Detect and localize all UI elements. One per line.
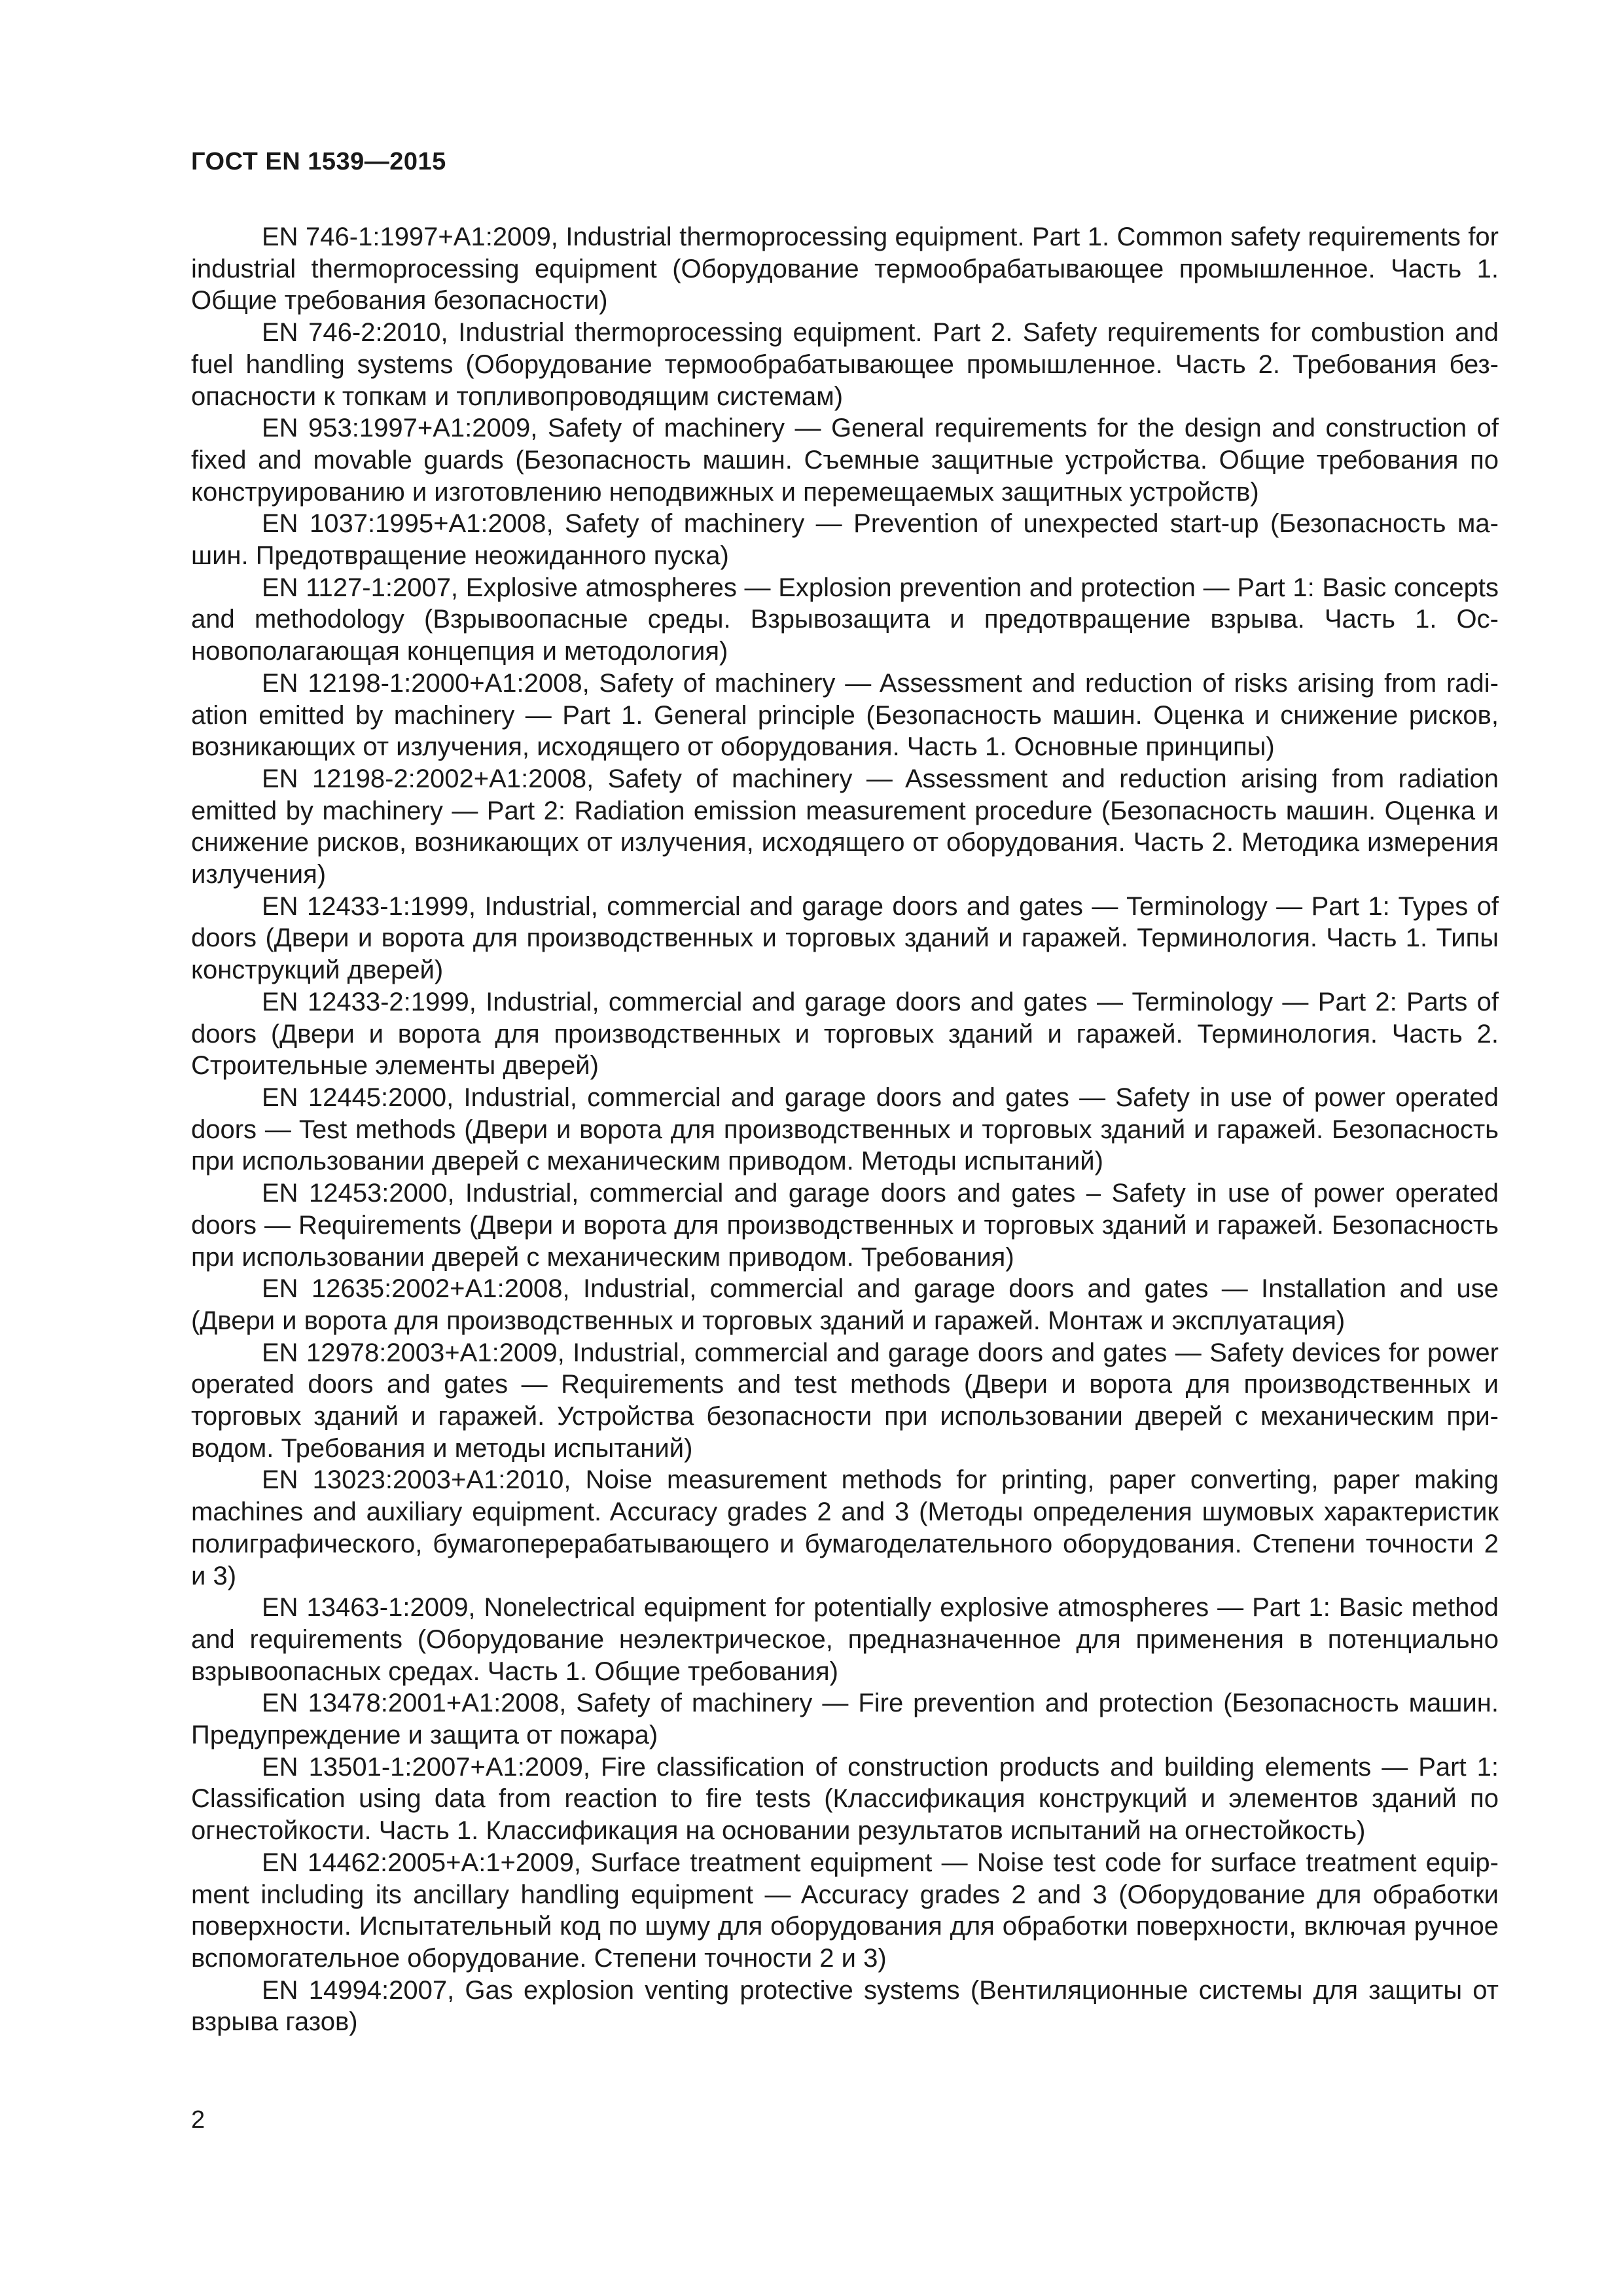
reference-entry: EN 14462:2005+A:1+2009, Surface treatment equipment — Noise test code for surface treatment equipment including its ancillary handling equipment — Accuracy grades 2 and 3 (Оборудование для обработки поверхности. Испытательный код по шуму для оборудования для обработки поверхности, включая ручное вспомогательное оборудование. Степени точности 2 и 3) <box>191 1848 1499 1973</box>
reference-entry: EN 12198-2:2002+A1:2008, Safety of machinery — Assessment and reduction arising from radiation emitted by machinery — Part 2: Radiation emission measurement procedure (Безопасность машин. Оценка и снижение рисков, возникающих от излучения, исходящего от оборудования. Часть 2. Методика измерения излучения) <box>191 764 1499 889</box>
reference-entry: EN 1037:1995+A1:2008, Safety of machinery — Prevention of unexpected start-up (Безопасность машин. Предотвращение неожиданного пуска) <box>191 509 1499 571</box>
reference-entry: EN 14994:2007, Gas explosion venting protective systems (Вентиляционные системы для защиты от взрыва газов) <box>191 1975 1499 2037</box>
normative-references-list <box>191 221 1499 2038</box>
reference-entry: EN 746-1:1997+A1:2009, Industrial thermoprocessing equipment. Part 1. Common safety requirements for industrial thermoprocessing equipment (Оборудование термообрабатывающее промышленное. Часть 1. Общие требования безопасности) <box>191 223 1499 315</box>
reference-entry: EN 13501-1:2007+A1:2009, Fire classification of construction products and building elements — Part 1: Classification using data from reaction to fire tests (Классификация конструкций и элементов зданий по огнестойкости. Часть 1. Классификация на основании результатов испытаний на огнестойкость) <box>191 1752 1499 1846</box>
reference-entry: EN 12433-2:1999, Industrial, commercial and garage doors and gates — Terminology — Part 2: Parts of doors (Двери и ворота для производственных и торговых зданий и гаражей. Терминология. Часть 2. Строительные элементы дверей) <box>191 987 1499 1081</box>
reference-entry: EN 12978:2003+A1:2009, Industrial, commercial and garage doors and gates — Safety devices for power operated doors and gates — Requirements and test methods (Двери и ворота для производственных и торговых зданий и гаражей. Устройства безопасности при использовании дверей с механическим приводом. Требования и методы испытаний) <box>191 1338 1499 1463</box>
reference-entry: EN 13478:2001+A1:2008, Safety of machinery — Fire prevention and protection (Безопасность машин. Предупреждение и защита от пожара) <box>191 1689 1499 1750</box>
page-number: 2 <box>191 2106 205 2134</box>
reference-entry: EN 12635:2002+A1:2008, Industrial, commercial and garage doors and gates — Installation and use (Двери и ворота для производственных и торговых зданий и гаражей. Монтаж и эксплуатация) <box>191 1274 1499 1335</box>
reference-entry: EN 12198-1:2000+A1:2008, Safety of machinery — Assessment and reduction of risks arising from radiation emitted by machinery — Part 1. General principle (Безопасность машин. Оценка и снижение рисков, возникающих от излучения, исходящего от оборудования. Часть 1. Основные принципы) <box>191 668 1499 762</box>
reference-entry: EN 1127-1:2007, Explosive atmospheres — Explosion prevention and protection — Part 1: Basic concepts and methodology (Взрывоопасные среды. Взрывозащита и предотвращение взрыва. Часть 1. Основополагающая концепция и методология) <box>191 573 1499 666</box>
reference-entry: EN 13023:2003+A1:2010, Noise measurement methods for printing, paper converting, paper making machines and auxiliary equipment. Accuracy grades 2 and 3 (Методы определения шумовых характеристик полиграфического, бумагоперерабатывающего и бумагоделательного оборудования. Степени точности 2 и 3) <box>191 1465 1499 1590</box>
reference-entry: EN 13463-1:2009, Nonelectrical equipment for potentially explosive atmospheres — Part 1: Basic method and requirements (Оборудование неэлектрическое, предназначенное для применения в потенциально взрывоопасных средах. Часть 1. Общие требования) <box>191 1593 1499 1686</box>
reference-entry: EN 953:1997+A1:2009, Safety of machinery — General requirements for the design and construction of fixed and movable guards (Безопасность машин. Съемные защитные устройства. Общие требования по конструированию и изготовлению неподвижных и перемещаемых защитных устройств) <box>191 414 1499 507</box>
document-header: ГОСТ EN 1539—2015 <box>191 148 446 175</box>
reference-entry: EN 746-2:2010, Industrial thermoprocessing equipment. Part 2. Safety requirements for combustion and fuel handling systems (Оборудование термообрабатывающее промышленное. Часть 2. Требования безопасности к топкам и топливопроводящим системам) <box>191 318 1499 411</box>
reference-entry: EN 12433-1:1999, Industrial, commercial and garage doors and gates — Terminology — Part 1: Types of doors (Двери и ворота для производственных и торговых зданий и гаражей. Терминология. Часть 1. Типы конструкций дверей) <box>191 891 1499 985</box>
reference-entry: EN 12445:2000, Industrial, commercial and garage doors and gates — Safety in use of power operated doors — Test methods (Двери и ворота для производственных и торговых зданий и гаражей. Безопасность при использовании дверей с механическим приводом. Методы испытаний) <box>191 1083 1499 1176</box>
reference-entry: EN 12453:2000, Industrial, commercial and garage doors and gates – Safety in use of power operated doors — Requirements (Двери и ворота для производственных и торговых зданий и гаражей. Безопасность при использовании дверей с механическим приводом. Требования) <box>191 1179 1499 1272</box>
